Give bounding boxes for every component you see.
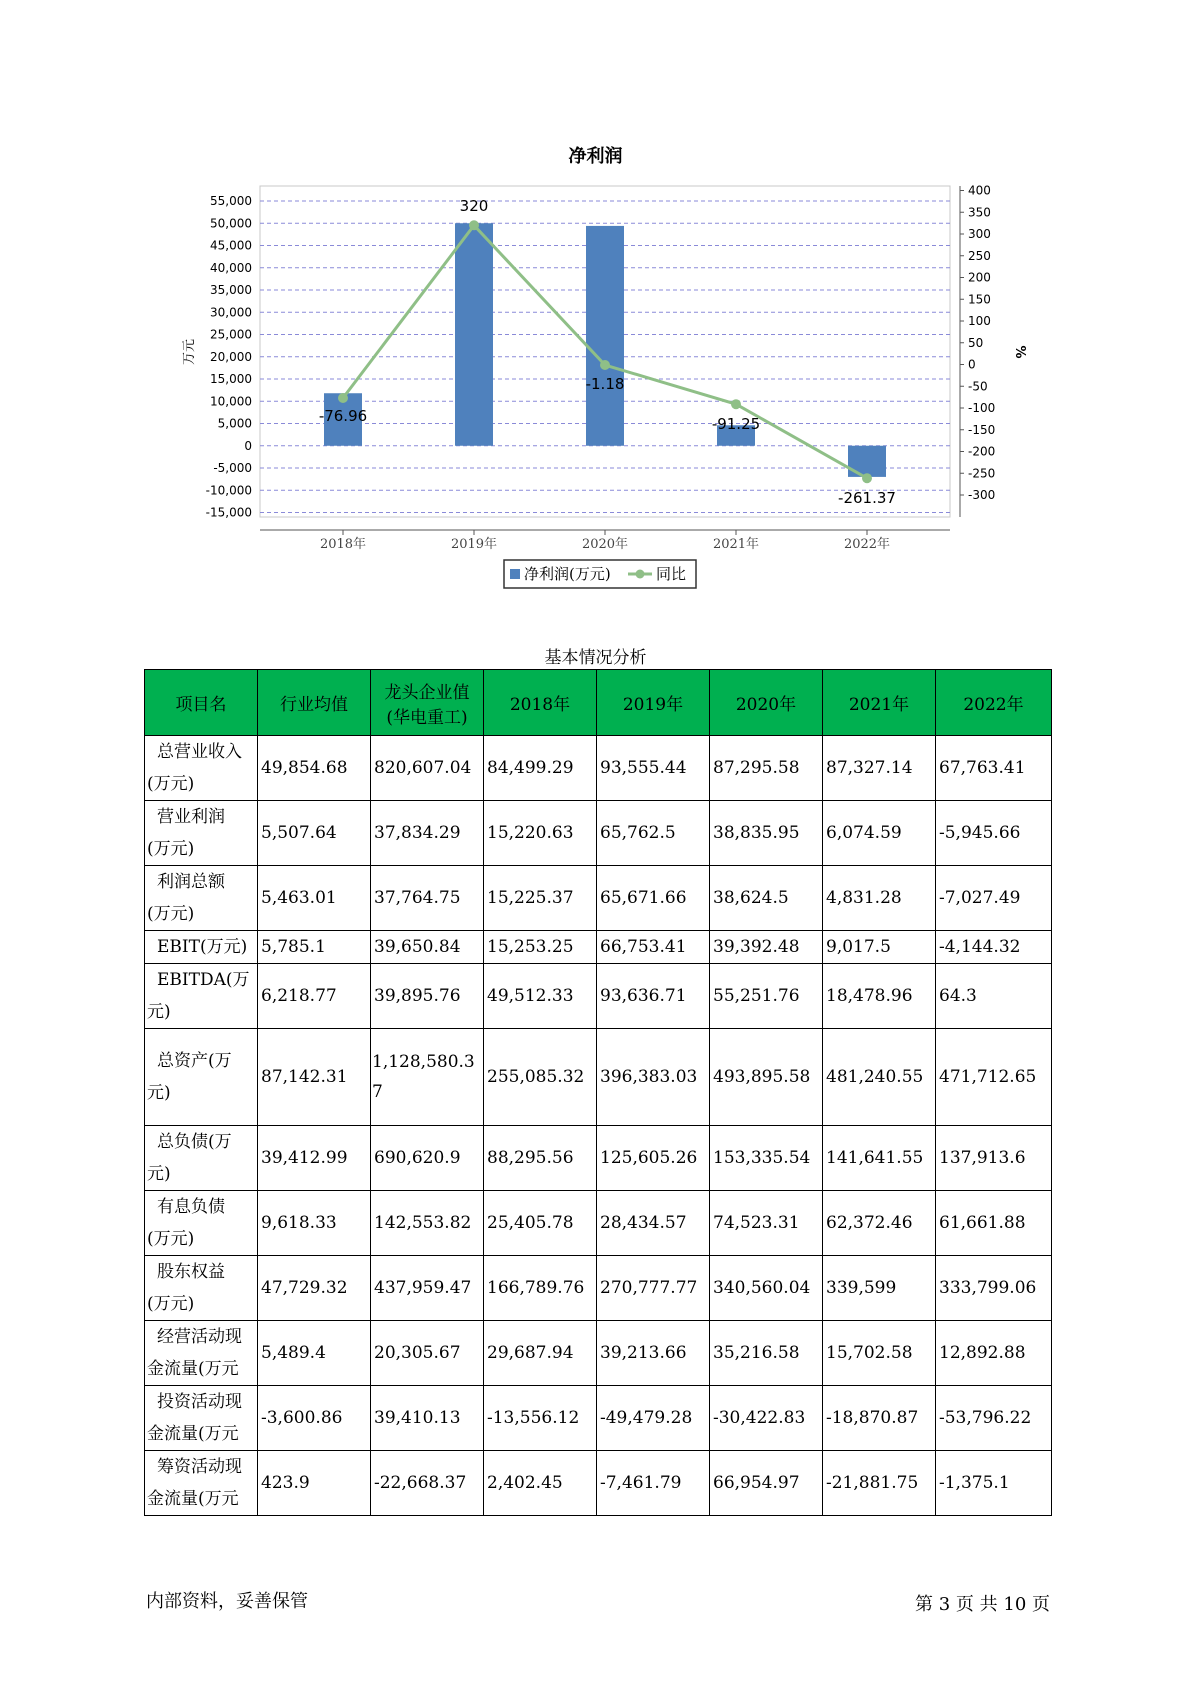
table-row xyxy=(145,1386,1052,1451)
cell-value: 142,553.82 xyxy=(371,1191,484,1256)
cell-value: 88,295.56 xyxy=(484,1126,597,1191)
cell-value: 87,327.14 xyxy=(823,736,936,801)
cell-value: 55,251.76 xyxy=(710,964,823,1029)
header-text: 项目名 xyxy=(175,695,227,715)
cell-value: 64.3 xyxy=(936,964,1052,1029)
row-name-text: EBIT(万元) xyxy=(157,937,248,957)
cell-value: 87,142.31 xyxy=(258,1029,371,1126)
left-tick-label: -15,000 xyxy=(205,505,252,520)
footer-page-number: 第 3 页 共 10 页 xyxy=(915,1594,1050,1615)
row-name xyxy=(145,964,258,1029)
right-tick-label: 250 xyxy=(968,248,991,263)
left-tick-label: 15,000 xyxy=(210,372,252,386)
column-header xyxy=(710,670,823,736)
cell-value: 437,959.47 xyxy=(371,1256,484,1321)
table-row xyxy=(145,1321,1052,1386)
cell-value: 12,892.88 xyxy=(936,1321,1052,1386)
row-name-text: 股东权益 xyxy=(157,1262,225,1282)
row-name xyxy=(145,866,258,931)
cell-value: 340,560.04 xyxy=(710,1256,823,1321)
cell-value: 141,641.55 xyxy=(823,1126,936,1191)
column-header xyxy=(371,670,484,736)
right-tick-label: 0 xyxy=(968,357,976,372)
left-tick-label: 10,000 xyxy=(210,394,252,409)
cell-value: 38,624.5 xyxy=(710,866,823,931)
cell-value: 333,799.06 xyxy=(936,1256,1052,1321)
cell-value: 339,599 xyxy=(823,1256,936,1321)
right-tick-label: 400 xyxy=(968,183,991,198)
legend-line-label: 同比 xyxy=(656,565,687,583)
right-tick-label: -50 xyxy=(968,379,988,394)
cell-value: 820,607.04 xyxy=(371,736,484,801)
cell-value: -22,668.37 xyxy=(371,1451,484,1516)
cell-value: 18,478.96 xyxy=(823,964,936,1029)
table-row xyxy=(145,1029,1052,1126)
cell-value: 5,489.4 xyxy=(258,1321,371,1386)
data-label: -91.25 xyxy=(711,415,761,433)
row-name-text: (万元) xyxy=(147,1294,195,1314)
legend-bar-swatch xyxy=(510,569,520,579)
cell-value: 2,402.45 xyxy=(484,1451,597,1516)
left-tick-label: 45,000 xyxy=(210,238,252,253)
cell-value: -3,600.86 xyxy=(258,1386,371,1451)
cell-value: 28,434.57 xyxy=(597,1191,710,1256)
column-header xyxy=(936,670,1052,736)
cell-value: 67,763.41 xyxy=(936,736,1052,801)
cell-value: 66,954.97 xyxy=(710,1451,823,1516)
right-tick-label: 300 xyxy=(968,227,991,241)
table-header-row xyxy=(145,670,1052,736)
cell-value: 270,777.77 xyxy=(597,1256,710,1321)
left-tick-label: 5,000 xyxy=(217,416,252,431)
legend-bar-label: 净利润(万元) xyxy=(524,565,611,583)
left-tick-label: 25,000 xyxy=(210,327,252,342)
cell-value: 37,764.75 xyxy=(371,866,484,931)
row-name-text: (万元) xyxy=(147,774,195,794)
row-name xyxy=(145,931,258,964)
table-row xyxy=(145,801,1052,866)
table-title: 基本情况分析 xyxy=(544,648,647,668)
header-text: 2021年 xyxy=(848,695,910,715)
cell-value: 493,895.58 xyxy=(710,1029,823,1126)
column-header xyxy=(145,670,258,736)
yoy-point xyxy=(731,399,741,409)
header-text: 2020年 xyxy=(735,695,797,715)
cell-value: 65,671.66 xyxy=(597,866,710,931)
cell-value: 471,712.65 xyxy=(936,1029,1052,1126)
row-name-text: 金流量(万元 xyxy=(147,1359,239,1379)
table-row xyxy=(145,931,1052,964)
right-tick-label: 200 xyxy=(968,270,991,285)
cell-value: 1,128,580.37 xyxy=(371,1029,484,1126)
cell-value: 15,225.37 xyxy=(484,866,597,931)
cell-value: 6,218.77 xyxy=(258,964,371,1029)
cell-value: 37,834.29 xyxy=(371,801,484,866)
cell-value: 9,017.5 xyxy=(823,931,936,964)
table-row xyxy=(145,1451,1052,1516)
cell-value: 61,661.88 xyxy=(936,1191,1052,1256)
net-profit-chart xyxy=(0,0,1191,600)
left-tick-label: -5,000 xyxy=(213,461,252,475)
row-name xyxy=(145,1029,258,1126)
right-tick-label: 150 xyxy=(968,292,991,307)
yoy-point xyxy=(338,393,348,403)
cell-value: 481,240.55 xyxy=(823,1029,936,1126)
cell-value: -49,479.28 xyxy=(597,1386,710,1451)
cell-value: 39,650.84 xyxy=(371,931,484,964)
cell-value: 9,618.33 xyxy=(258,1191,371,1256)
row-name-text: 有息负债 xyxy=(157,1197,225,1217)
header-text: (华电重工) xyxy=(386,707,468,728)
cell-value: 396,383.03 xyxy=(597,1029,710,1126)
cell-value: -13,556.12 xyxy=(484,1386,597,1451)
cell-value: 5,507.64 xyxy=(258,801,371,866)
cell-value: -4,144.32 xyxy=(936,931,1052,964)
cell-value: 74,523.31 xyxy=(710,1191,823,1256)
cell-value: 20,305.67 xyxy=(371,1321,484,1386)
row-name-text: 总负债(万 xyxy=(157,1132,232,1152)
cell-value: 65,762.5 xyxy=(597,801,710,866)
cell-value: 38,835.95 xyxy=(710,801,823,866)
x-tick-label: 2021年 xyxy=(712,537,760,552)
header-text: 行业均值 xyxy=(280,695,348,715)
right-tick-label: -300 xyxy=(968,488,996,502)
row-name xyxy=(145,1191,258,1256)
cell-value: 49,512.33 xyxy=(484,964,597,1029)
row-name-text: (万元) xyxy=(147,1229,195,1249)
right-tick-label: -100 xyxy=(968,401,996,415)
right-tick-label: -200 xyxy=(968,444,996,459)
row-name-text: (万元) xyxy=(147,904,195,924)
cell-value: 35,216.58 xyxy=(710,1321,823,1386)
row-name-text: 元) xyxy=(147,1164,171,1184)
data-label: -76.96 xyxy=(318,407,368,425)
cell-value: 93,555.44 xyxy=(597,736,710,801)
cell-value: 62,372.46 xyxy=(823,1191,936,1256)
data-label: 320 xyxy=(459,197,489,215)
cell-value: 66,753.41 xyxy=(597,931,710,964)
row-name xyxy=(145,1126,258,1191)
cell-value: 5,785.1 xyxy=(258,931,371,964)
row-name-text: 金流量(万元 xyxy=(147,1489,239,1509)
right-tick-label: 100 xyxy=(968,314,991,328)
cell-value: 6,074.59 xyxy=(823,801,936,866)
header-text: 2018年 xyxy=(509,695,571,715)
right-tick-label: -250 xyxy=(968,466,996,481)
data-label: -1.18 xyxy=(585,375,625,393)
legend-line-marker xyxy=(636,570,645,579)
cell-value: 5,463.01 xyxy=(258,866,371,931)
cell-value: -5,945.66 xyxy=(936,801,1052,866)
cell-value: -30,422.83 xyxy=(710,1386,823,1451)
table-row xyxy=(145,1256,1052,1321)
row-name xyxy=(145,1386,258,1451)
cell-value: 25,405.78 xyxy=(484,1191,597,1256)
cell-value: -1,375.1 xyxy=(936,1451,1052,1516)
cell-value: 39,895.76 xyxy=(371,964,484,1029)
cell-value: 153,335.54 xyxy=(710,1126,823,1191)
row-name-text: 筹资活动现 xyxy=(157,1457,242,1477)
cell-value: 690,620.9 xyxy=(371,1126,484,1191)
header-text: 2019年 xyxy=(622,695,684,715)
right-tick-label: 350 xyxy=(968,205,991,220)
row-name-text: 金流量(万元 xyxy=(147,1424,239,1444)
column-header xyxy=(484,670,597,736)
x-tick-label: 2018年 xyxy=(319,537,367,552)
right-axis-title: % xyxy=(1012,345,1027,359)
table-row xyxy=(145,866,1052,931)
left-tick-label: -10,000 xyxy=(205,483,252,498)
x-tick-label: 2020年 xyxy=(581,537,629,552)
x-tick-label: 2022年 xyxy=(843,537,891,552)
header-text: 2022年 xyxy=(963,695,1024,715)
bar xyxy=(586,226,624,446)
row-name-text: EBITDA(万 xyxy=(157,970,250,990)
cell-value: 39,412.99 xyxy=(258,1126,371,1191)
data-label: -261.37 xyxy=(838,489,896,507)
left-tick-label: 20,000 xyxy=(210,349,252,364)
cell-value: 15,702.58 xyxy=(823,1321,936,1386)
yoy-point xyxy=(469,220,479,230)
cell-value: -7,461.79 xyxy=(597,1451,710,1516)
left-tick-label: 50,000 xyxy=(210,216,252,231)
cell-value: 39,392.48 xyxy=(710,931,823,964)
row-name-text: 经营活动现 xyxy=(157,1327,242,1347)
row-name-text: 元) xyxy=(147,1002,171,1022)
chart-title: 净利润 xyxy=(568,146,623,167)
basic-analysis-table xyxy=(144,669,1052,1516)
yoy-point xyxy=(600,360,610,370)
left-axis-title: 万元 xyxy=(182,338,197,366)
cell-value: 49,854.68 xyxy=(258,736,371,801)
row-name xyxy=(145,736,258,801)
right-tick-label: -150 xyxy=(968,422,996,437)
column-header xyxy=(823,670,936,736)
cell-value: 137,913.6 xyxy=(936,1126,1052,1191)
table-row xyxy=(145,1191,1052,1256)
left-tick-label: 30,000 xyxy=(210,305,252,320)
row-name-text: 总资产(万 xyxy=(157,1051,232,1071)
cell-value: 166,789.76 xyxy=(484,1256,597,1321)
table-row xyxy=(145,736,1052,801)
cell-value: 4,831.28 xyxy=(823,866,936,931)
cell-value: 423.9 xyxy=(258,1451,371,1516)
cell-value: -7,027.49 xyxy=(936,866,1052,931)
footer-confidential-note: 内部资料，妥善保管 xyxy=(146,1591,308,1612)
cell-value: 39,410.13 xyxy=(371,1386,484,1451)
table-row xyxy=(145,964,1052,1029)
cell-value: 93,636.71 xyxy=(597,964,710,1029)
row-name xyxy=(145,1451,258,1516)
row-name-text: (万元) xyxy=(147,839,195,859)
table-row xyxy=(145,1126,1052,1191)
cell-value: 84,499.29 xyxy=(484,736,597,801)
cell-value: 125,605.26 xyxy=(597,1126,710,1191)
yoy-point xyxy=(862,473,872,483)
cell-value: -53,796.22 xyxy=(936,1386,1052,1451)
row-name xyxy=(145,1256,258,1321)
cell-value: 29,687.94 xyxy=(484,1321,597,1386)
left-tick-label: 40,000 xyxy=(210,260,252,275)
row-name-text: 营业利润 xyxy=(157,807,225,827)
left-tick-label: 35,000 xyxy=(210,283,252,297)
cell-value: 15,220.63 xyxy=(484,801,597,866)
bar xyxy=(455,223,493,446)
cell-value: -18,870.87 xyxy=(823,1386,936,1451)
header-text: 龙头企业值 xyxy=(384,682,470,703)
column-header xyxy=(258,670,371,736)
row-name-text: 总营业收入 xyxy=(157,742,242,762)
cell-value: 39,213.66 xyxy=(597,1321,710,1386)
row-name xyxy=(145,1321,258,1386)
row-name xyxy=(145,801,258,866)
cell-value: 255,085.32 xyxy=(484,1029,597,1126)
row-name-text: 元) xyxy=(147,1083,171,1103)
cell-value: -21,881.75 xyxy=(823,1451,936,1516)
row-name-text: 投资活动现 xyxy=(157,1392,242,1412)
cell-value: 47,729.32 xyxy=(258,1256,371,1321)
cell-value: 15,253.25 xyxy=(484,931,597,964)
cell-value: 87,295.58 xyxy=(710,736,823,801)
x-tick-label: 2019年 xyxy=(450,537,498,552)
row-name-text: 利润总额 xyxy=(157,872,225,892)
left-tick-label: 0 xyxy=(244,438,252,453)
left-tick-label: 55,000 xyxy=(210,194,252,208)
column-header xyxy=(597,670,710,736)
right-tick-label: 50 xyxy=(968,335,984,350)
